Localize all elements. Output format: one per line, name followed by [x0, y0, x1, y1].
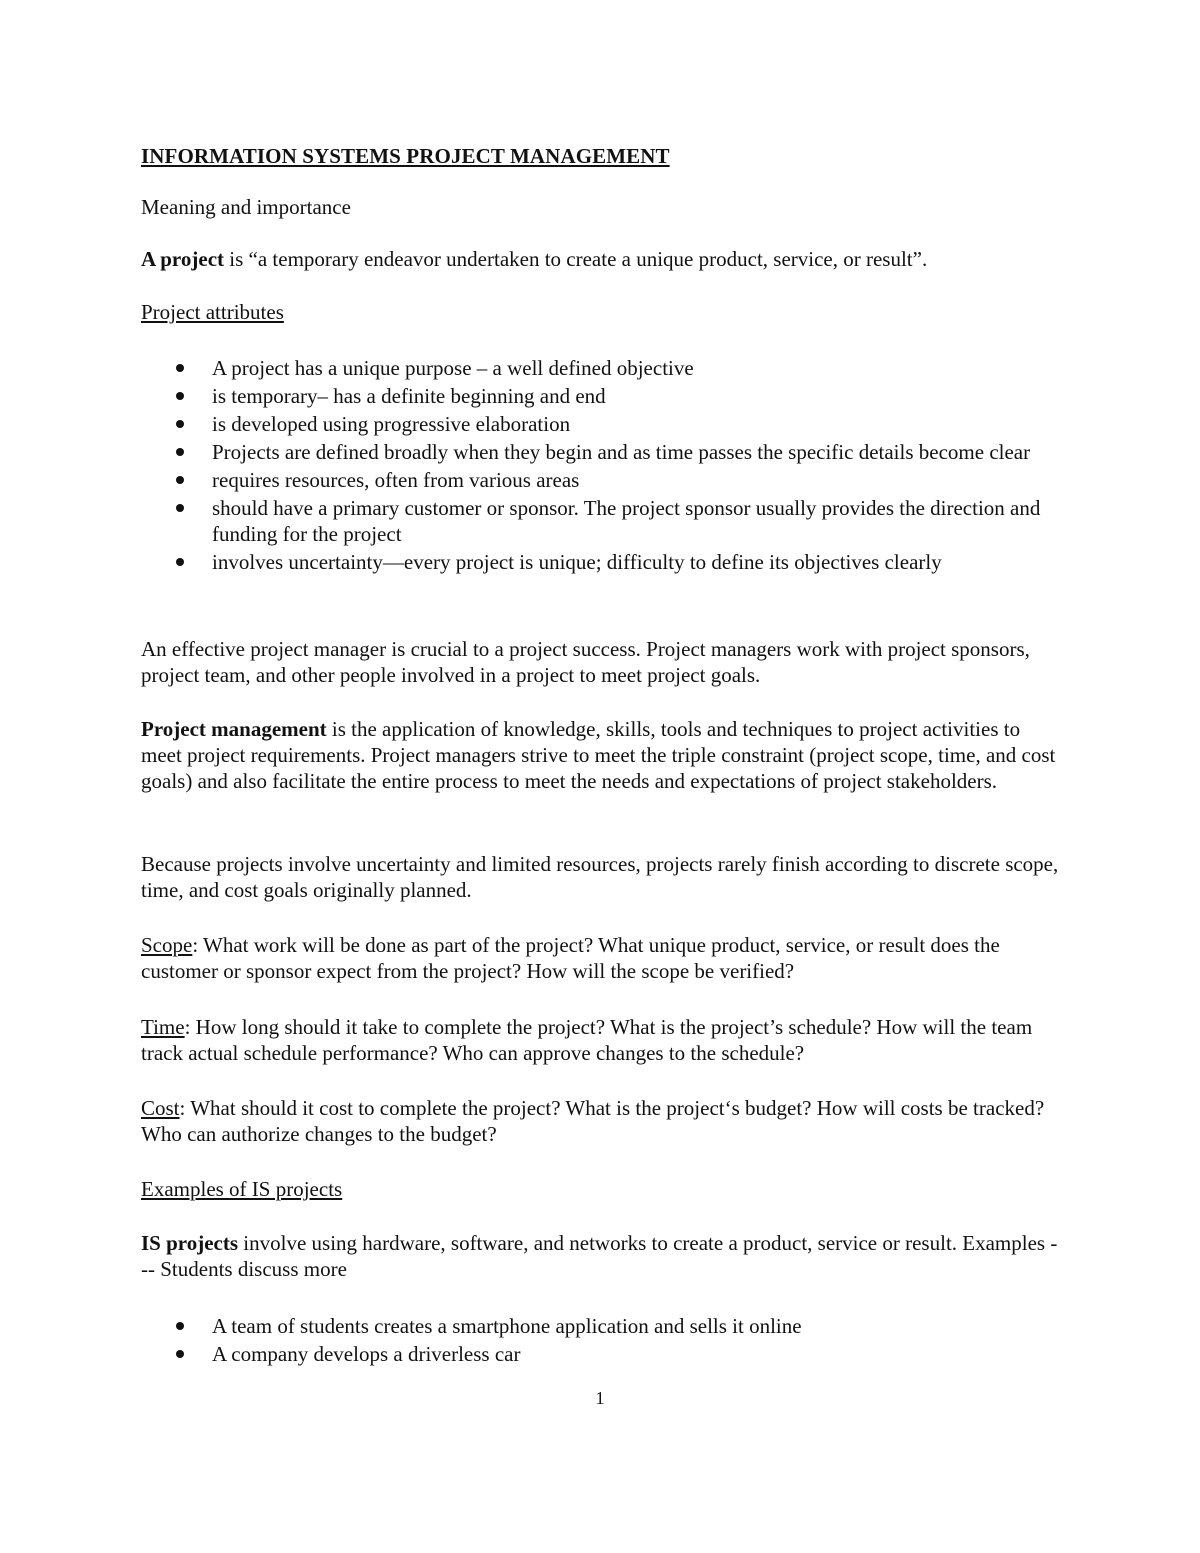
- bullet-icon: [176, 476, 184, 484]
- is-projects-text: involve using hardware, software, and networks to create a product, service or result. Examples --- Students discuss more: [141, 1231, 1058, 1281]
- bullet-icon: [176, 504, 184, 512]
- project-term: A project: [141, 247, 225, 271]
- examples-list: [141, 1313, 1061, 1369]
- is-projects-definition: [141, 1230, 1061, 1282]
- cost-label: Cost: [141, 1096, 180, 1120]
- scope-label: Scope: [141, 933, 193, 957]
- subheading: Meaning and importance: [141, 195, 351, 219]
- project-management-text: is the application of knowledge, skills, tools and techniques to project activities to meet project requirements. Project managers strive to meet the triple constraint (project scope, time, and cost goals) and also facilitate the entire process to meet the needs and expectations of project stakeholders.: [141, 717, 1056, 793]
- list-item: involves uncertainty—every project is unique; difficulty to define its objectives clearly: [141, 549, 1061, 575]
- time-paragraph: [141, 1014, 1061, 1066]
- attributes-list: [141, 355, 1061, 577]
- list-item: is temporary– has a definite beginning and end: [141, 383, 1061, 409]
- scope-text: : What work will be done as part of the project? What unique product, service, or result does the customer or sponsor expect from the project? How will the scope be verified?: [141, 933, 1000, 983]
- bullet-icon: [176, 392, 184, 400]
- project-management-definition: [141, 716, 1061, 794]
- time-label: Time: [141, 1015, 185, 1039]
- list-item: is developed using progressive elaboration: [141, 411, 1061, 437]
- bullet-icon: [176, 364, 184, 372]
- list-item: A company develops a driverless car: [141, 1341, 1061, 1367]
- list-item: requires resources, often from various areas: [141, 467, 1061, 493]
- bullet-icon: [176, 1350, 184, 1358]
- bullet-icon: [176, 448, 184, 456]
- document-title: INFORMATION SYSTEMS PROJECT MANAGEMENT: [141, 144, 670, 168]
- project-management-term: Project management: [141, 717, 327, 741]
- project-definition: [141, 246, 1061, 272]
- examples-heading: Examples of IS projects: [141, 1177, 343, 1201]
- scope-paragraph: [141, 932, 1061, 984]
- bullet-icon: [176, 420, 184, 428]
- cost-text: : What should it cost to complete the project? What is the project‘s budget? How will costs be tracked? Who can authorize changes to the budget?: [141, 1096, 1045, 1146]
- manager-paragraph: An effective project manager is crucial to a project success. Project managers work with project sponsors, project team, and other people involved in a project to meet project goals.: [141, 637, 1030, 687]
- list-item: should have a primary customer or sponsor. The project sponsor usually provides the direction and funding for the project: [141, 495, 1061, 547]
- page-number: 1: [595, 1388, 605, 1408]
- bullet-icon: [176, 1322, 184, 1330]
- is-projects-term: IS projects: [141, 1231, 239, 1255]
- cost-paragraph: [141, 1095, 1061, 1147]
- uncertainty-paragraph: Because projects involve uncertainty and limited resources, projects rarely finish according to discrete scope, time, and cost goals originally planned.: [141, 852, 1059, 902]
- list-item: A team of students creates a smartphone application and sells it online: [141, 1313, 1061, 1339]
- list-item: Projects are defined broadly when they begin and as time passes the specific details become clear: [141, 439, 1061, 465]
- bullet-icon: [176, 558, 184, 566]
- list-item: A project has a unique purpose – a well defined objective: [141, 355, 1061, 381]
- project-definition-text: is “a temporary endeavor undertaken to create a unique product, service, or result”.: [224, 247, 928, 271]
- attributes-heading: Project attributes: [141, 300, 284, 324]
- time-text: : How long should it take to complete the project? What is the project’s schedule? How will the team track actual schedule performance? Who can approve changes to the schedule?: [141, 1015, 1033, 1065]
